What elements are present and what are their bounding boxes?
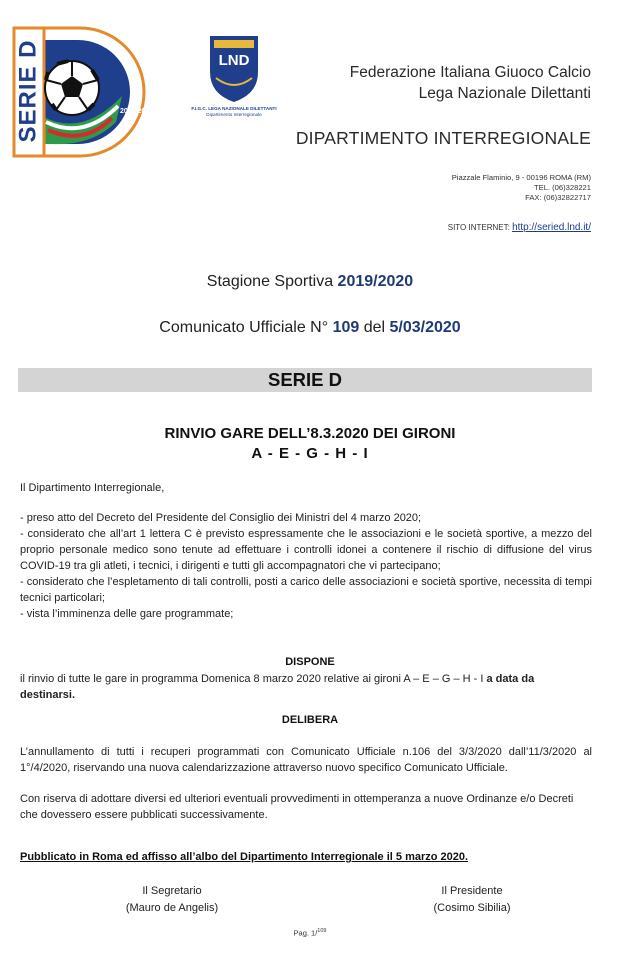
address: Piazzale Flaminio, 9 - 00196 ROMA (RM) xyxy=(451,173,591,182)
lnd-logo-wordmark: LND xyxy=(218,52,250,69)
dispone-main: il rinvio di tutte le gare in programma Domenica 8 marzo 2020 relative ai gironi A – E – G – H - I xyxy=(20,673,487,685)
communique-number: 109 xyxy=(332,319,360,336)
telephone: TEL. (06)328221 xyxy=(534,183,591,192)
publication-notice: Pubblicato in Roma ed affisso all’albo del Dipartimento Interregionale il 5 marzo 2020. xyxy=(20,851,469,863)
communique-prefix: Comunicato Ufficiale N° xyxy=(159,319,333,336)
page-number xyxy=(0,928,620,938)
federation-name: Federazione Italiana Giuoco Calcio xyxy=(349,64,591,81)
serie-d-band: SERIE D xyxy=(18,368,592,392)
website-label: SITO INTERNET: xyxy=(447,223,510,232)
president-title: Il Presidente xyxy=(441,885,503,897)
lnd-logo xyxy=(186,32,282,132)
president-name: (Cosimo Sibilia) xyxy=(433,902,511,914)
serie-d-logo-wordmark: SERIE D xyxy=(15,39,42,143)
serie-d-logo-season: 2019/2020 xyxy=(120,108,154,115)
organization-names xyxy=(350,62,591,104)
document-heading xyxy=(0,424,620,464)
contact-block xyxy=(452,173,591,203)
website-link[interactable]: http://seried.lnd.it/ xyxy=(512,222,591,233)
dispone-label: DISPONE xyxy=(285,656,335,668)
fax: FAX: (06)32822717 xyxy=(525,193,591,202)
season-value: 2019/2020 xyxy=(337,273,414,290)
reservation-text: Con riserva di adottare diversi ed ulteriori eventuali provvedimenti in ottemperanza a nuove Ordinanze e/o Decreti che dovessero essere pubblicati successivamente. xyxy=(20,793,574,821)
lnd-caption-line1: F.I.G.C. LEGA NAZIONALE DILETTANTI xyxy=(191,106,277,111)
league-name: Lega Nazionale Dilettanti xyxy=(418,85,591,102)
list-item: - considerato che all’art 1 lettera C è previsto espressamente che le associazioni e le società sportive, a mezzo del proprio personale medico sono tenute ad effettuare i controlli idonei a contenere il rischio di diffusione del virus COVID-19 tra gli atleti, i tecnici, i dirigenti e tutti gli accompagnatori che vi partecipano; xyxy=(20,528,592,572)
secretary-title: Il Segretario xyxy=(142,885,202,897)
website-line xyxy=(448,222,591,233)
department-name: DIPARTIMENTO INTERREGIONALE xyxy=(295,128,591,148)
lnd-caption-line2: Dipartimento Interregionale xyxy=(206,112,262,117)
serie-d-logo xyxy=(12,26,152,158)
delibera-label: DELIBERA xyxy=(281,714,339,726)
communique-mid: del xyxy=(359,319,390,336)
intro-text: Il Dipartimento Interregionale, xyxy=(20,482,165,494)
lnd-caption xyxy=(186,106,282,118)
list-item: - preso atto del Decreto del Presidente del Consiglio dei Ministri del 4 marzo 2020; xyxy=(20,512,422,524)
heading-line-1: RINVIO GARE DELL’8.3.2020 DEI GIRONI xyxy=(164,425,456,442)
heading-line-2: A - E - G - H - I xyxy=(251,445,369,462)
delibera-text: L’annullamento di tutti i recuperi programmati con Comunicato Ufficiale n.106 del 3/3/2020 dall’11/3/2020 al 1°/4/2020, riservando una nuova calendarizzazione attraverso nuovo specifico Comunicato Ufficiale. xyxy=(20,746,592,774)
page-label: Pag. 1/ xyxy=(293,928,318,938)
season-line xyxy=(0,273,620,291)
page-total: 109 xyxy=(317,928,327,934)
dispone-emphasis: a data da destinarsi xyxy=(20,673,535,701)
communique-date: 5/03/2020 xyxy=(389,319,461,336)
dispone-end: . xyxy=(71,689,76,701)
list-item: - considerato che l’espletamento di tali controlli, posti a carico delle associazioni e società sportive, necessita di tempi tecnici particolari; xyxy=(20,576,592,604)
considerations-list xyxy=(20,510,592,622)
secretary-name: (Mauro de Angelis) xyxy=(125,902,219,914)
secretary-signature xyxy=(92,883,252,917)
communique-line xyxy=(0,319,620,337)
dispone-text xyxy=(20,671,592,703)
list-item: - vista l’imminenza delle gare programmate; xyxy=(20,608,234,620)
president-signature xyxy=(392,883,552,917)
season-prefix: Stagione Sportiva xyxy=(206,273,338,290)
